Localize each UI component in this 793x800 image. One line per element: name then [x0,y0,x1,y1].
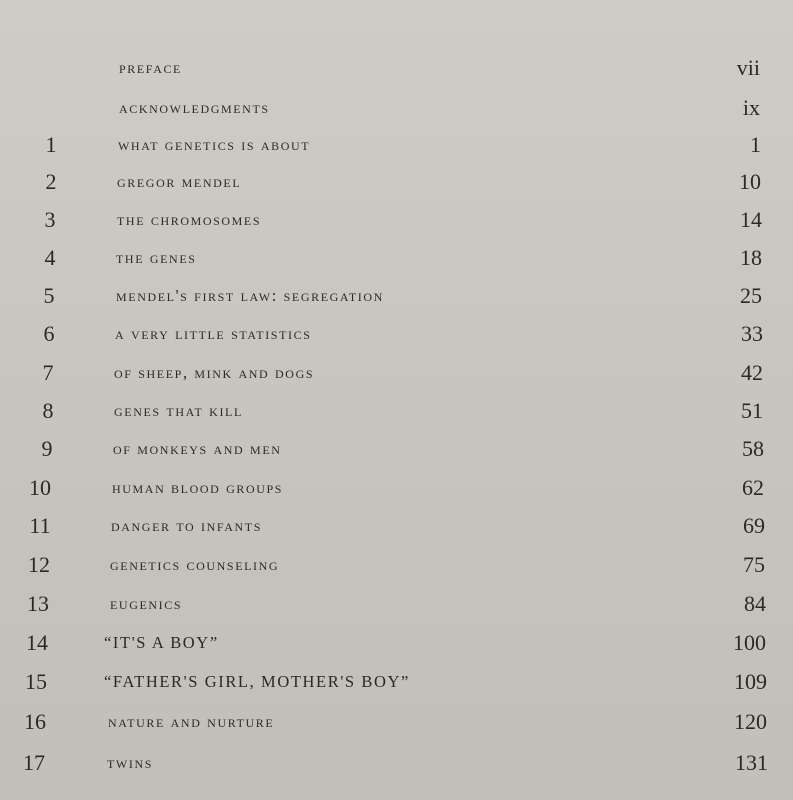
toc-row [0,434,793,464]
toc-page: 42 [741,360,763,385]
toc-page: 109 [734,669,767,694]
toc-number: 15 [25,669,47,694]
toc-row [0,358,793,388]
toc-title: “IT'S A BOY” [104,633,219,652]
toc-row [0,473,793,503]
toc-row [0,167,793,197]
toc-title: acknowledgments [119,98,270,117]
toc-title: mendel's first law: segregation [116,286,384,305]
toc-number: 2 [45,169,57,194]
toc-page: 33 [741,321,763,346]
toc-row [0,205,793,235]
toc-number: 17 [23,750,45,775]
toc-page: 58 [742,436,764,461]
toc-page: 100 [733,630,766,655]
toc-number: 6 [43,321,55,346]
toc-page: 69 [743,513,765,538]
toc-page: 62 [742,475,764,500]
toc-page: 51 [741,398,763,423]
toc-title: what genetics is about [118,135,311,154]
toc-title: twins [107,753,153,772]
toc-number: 4 [44,245,56,270]
toc-row [0,281,793,311]
toc-title: genetics counseling [110,555,280,574]
toc-row [0,628,793,658]
toc-page: 131 [735,750,768,775]
toc-row [0,748,793,778]
toc-title: of sheep, mink and dogs [114,363,315,382]
toc-row [0,511,793,541]
toc-row [0,550,793,580]
toc-page: ix [742,95,760,120]
toc-number: 11 [29,513,51,538]
toc-number: 16 [24,709,46,734]
toc-number: 8 [42,398,54,423]
toc-page: 75 [743,552,765,577]
toc-title: gregor mendel [117,172,242,191]
toc-row-preface [0,53,793,83]
toc-title: of monkeys and men [113,439,282,458]
toc-number: 14 [26,630,48,655]
toc-title: preface [119,58,182,77]
toc-number: 12 [28,552,50,577]
toc-page: 14 [740,207,762,232]
toc-row [0,589,793,619]
toc-number: 3 [44,207,56,232]
toc-row [0,243,793,273]
toc-title: “FATHER'S GIRL, MOTHER'S BOY” [104,672,410,691]
toc-title: genes that kill [114,401,243,420]
toc-number: 5 [43,283,55,308]
toc-number: 1 [45,132,57,157]
toc-number: 13 [27,591,49,616]
toc-page: 18 [740,245,762,270]
toc-title: nature and nurture [108,712,275,731]
toc-row [0,396,793,426]
toc-title: the chromosomes [117,210,262,229]
toc-title: the genes [116,248,197,267]
toc-title: danger to infants [111,516,263,535]
toc-title: a very little statistics [115,324,312,343]
toc-page: 120 [734,709,767,734]
toc-number: 7 [42,360,54,385]
toc-page: 84 [744,591,766,616]
toc-row-acknowledgments [0,93,793,123]
toc-page: 10 [739,169,761,194]
toc-title: eugenics [110,594,183,613]
toc-page: 1 [750,132,761,157]
toc-row [0,319,793,349]
toc-number: 9 [41,436,53,461]
toc-row [0,667,793,697]
toc-row [0,130,793,160]
toc-page: 25 [740,283,762,308]
toc-row [0,707,793,737]
toc-number: 10 [29,475,51,500]
toc-title: human blood groups [112,478,284,497]
toc-page: vii [736,55,760,80]
